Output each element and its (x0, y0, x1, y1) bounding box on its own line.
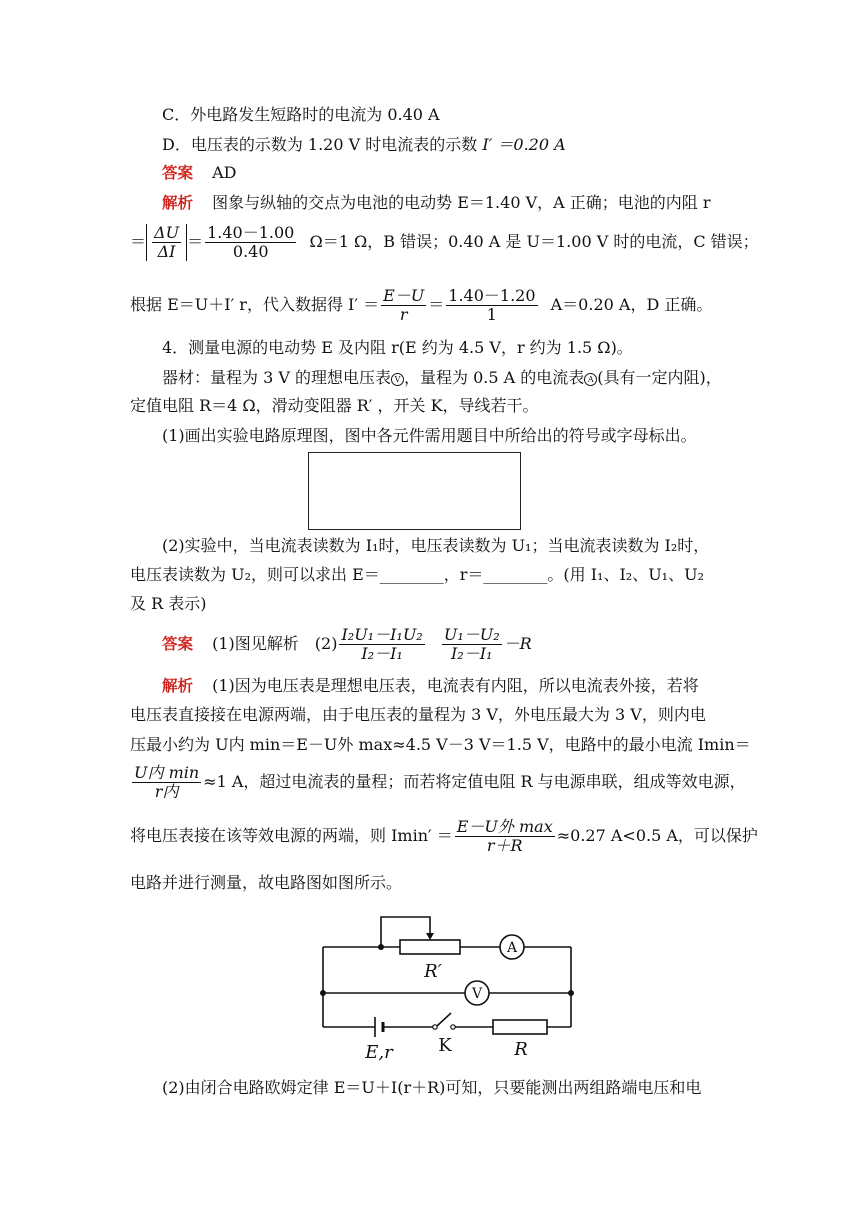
rheostat-label: R′ (424, 961, 442, 982)
option-c: C．外电路发生短路时的电流为 0.40 A (162, 105, 440, 124)
answer-box (308, 452, 521, 530)
answer-3 (162, 163, 237, 183)
fraction-r (205, 224, 296, 261)
answer-4-minus-r: －R (503, 634, 532, 653)
answer-4-fraction-e (339, 626, 424, 663)
fraction-values-den: 1 (486, 305, 497, 324)
equipment-text-b: ，量程为 0.5 A 的电流表 (404, 368, 585, 387)
fraction-imin-num: U内 min (134, 763, 200, 782)
answer-4-fraction-r-den: I₂－I₁ (450, 644, 493, 663)
junction-dot (568, 990, 574, 996)
circuit-diagram (305, 905, 595, 1065)
question-4-part2-line3: 及 R 表示) (130, 594, 207, 613)
fraction-r-num: 1.40－1.00 (207, 223, 295, 242)
fraction-imin (132, 764, 201, 801)
explanation-4-text5: 将电压表接在该等效电源的两端，则 Imin′ ＝ (130, 826, 453, 845)
explanation-3-text4: A＝0.20 A，D 正确。 (550, 295, 713, 314)
fraction-imin-prime (455, 818, 555, 855)
fraction-values (446, 287, 537, 324)
explanation-4-line1 (162, 676, 699, 696)
fraction-imin-prime-den: r＋R (486, 836, 523, 855)
question-4-line3: 定值电阻 R＝4 Ω，滑动变阻器 R′ ，开关 K，导线若干。 (130, 396, 539, 415)
rheostat-body (400, 940, 460, 954)
option-d-text: D．电压表的示数为 1.20 V 时电流表的示数 (162, 135, 478, 154)
switch-blade (437, 1013, 451, 1026)
fraction-imin-prime-num: E－U外 max (456, 817, 553, 836)
delta-u: ΔU (154, 223, 180, 242)
equipment-text-a: 器材：量程为 3 V 的理想电压表 (162, 368, 391, 387)
explanation-3-text2: Ω＝1 Ω，B 错误；0.40 A 是 U＝1.00 V 时的电流，C 错误； (309, 232, 759, 251)
eq-sign-3: ＝ (428, 295, 445, 314)
option-d-current: I′ ＝0.20 A (482, 135, 566, 154)
delta-i: ΔI (157, 242, 176, 261)
junction-dot (320, 990, 326, 996)
battery-label: E,r (365, 1042, 393, 1063)
fraction-imin-den: r内 (154, 782, 179, 801)
voltmeter-label: V (471, 986, 483, 1002)
explanation-3-line1 (162, 193, 711, 213)
fraction-values-num: 1.40－1.20 (448, 286, 536, 305)
resistor-r-body (493, 1020, 547, 1034)
explanation-4-line4 (130, 764, 746, 801)
resistor-label: R (514, 1039, 528, 1060)
fraction-eu-num: E－U (383, 286, 425, 305)
question-4-line1: 4．测量电源的电动势 E 及内阻 r(E 约为 4.5 V，r 约为 1.5 Ω)。 (162, 338, 633, 357)
answer-4-fraction-r-num: U₁－U₂ (443, 625, 500, 644)
explanation-4-line2: 电压表直接接在电源两端，由于电压表的量程为 3 V，外电压最大为 3 V，则内电 (130, 705, 706, 724)
answer-label: 答案 (162, 164, 194, 182)
explanation-4-line6: 电路并进行测量，故电路图如图所示。 (130, 873, 403, 892)
explanation-3-line3 (130, 287, 712, 324)
explanation-label-4: 解析 (162, 677, 194, 695)
question-4-part2-line1: (2)实验中，当电流表读数为 I₁时，电压表读数为 U₁；当电流表读数为 I₂时， (162, 536, 710, 555)
junction-dot (378, 944, 384, 950)
question-4-line2 (162, 368, 722, 388)
rheostat-wiper-wire (381, 917, 430, 947)
explanation-3-text1: 图象与纵轴的交点为电池的电动势 E＝1.40 V，A 正确；电池的内阻 r (212, 193, 711, 212)
rheostat-arrow-icon (426, 933, 434, 940)
eq-sign-2: ＝ (187, 232, 204, 251)
answer-4-fraction-e-den: I₂－I₁ (361, 644, 403, 663)
option-d (162, 135, 566, 155)
eq-sign: ＝ (130, 232, 147, 251)
switch-contact (451, 1025, 455, 1029)
ammeter-symbol-icon: A (584, 373, 597, 386)
explanation-4-text4: ≈1 A，超过电流表的量程；而若将定值电阻 R 与电源串联，组成等效电源， (203, 772, 746, 791)
question-4-part1: (1)画出实验电路原理图，图中各元件需用题目中所给出的符号或字母标出。 (162, 426, 697, 445)
explanation-4-text6: ≈0.27 A<0.5 A，可以保护 (556, 826, 758, 845)
voltmeter-symbol-icon: V (391, 373, 404, 386)
explanation-4-line3: 压最小约为 U内 min＝E－U外 max≈4.5 V－3 V＝1.5 V，电路中的最小电流 Imin＝ (130, 735, 751, 754)
question-4-part2-line2: 电压表读数为 U₂，则可以求出 E＝________，r＝________。(用 I₁、I₂、U₁、U₂ (130, 565, 704, 584)
explanation-label: 解析 (162, 194, 194, 212)
explanation-4-text1: (1)因为电压表是理想电压表，电流表有内阻，所以电流表外接，若将 (212, 676, 699, 695)
answer-4-fraction-e-num: I₂U₁－I₁U₂ (341, 625, 423, 644)
abs-fraction (146, 224, 187, 261)
fraction-r-den: 0.40 (232, 242, 269, 261)
answer-4 (162, 626, 532, 663)
explanation-3-line2 (130, 224, 759, 261)
ammeter-label: A (506, 940, 518, 956)
explanation-4-line5 (130, 818, 758, 855)
fraction-eu (381, 287, 426, 324)
answer-label-4: 答案 (162, 635, 194, 653)
switch-label: K (438, 1035, 452, 1056)
explanation-4-part2: (2)由闭合电路欧姆定律 E＝U＋I(r＋R)可知，只要能测出两组路端电压和电 (162, 1078, 702, 1097)
equipment-text-c: (具有一定内阻)， (597, 368, 722, 387)
answer-4-fraction-r (442, 626, 502, 663)
fraction-eu-den: r (399, 305, 408, 324)
explanation-3-text3: 根据 E＝U＋I′ r，代入数据得 I′ ＝ (130, 295, 380, 314)
answer-3-value: AD (212, 163, 237, 182)
switch-contact (433, 1025, 437, 1029)
answer-4-text: (1)图见解析 (2) (212, 634, 338, 653)
